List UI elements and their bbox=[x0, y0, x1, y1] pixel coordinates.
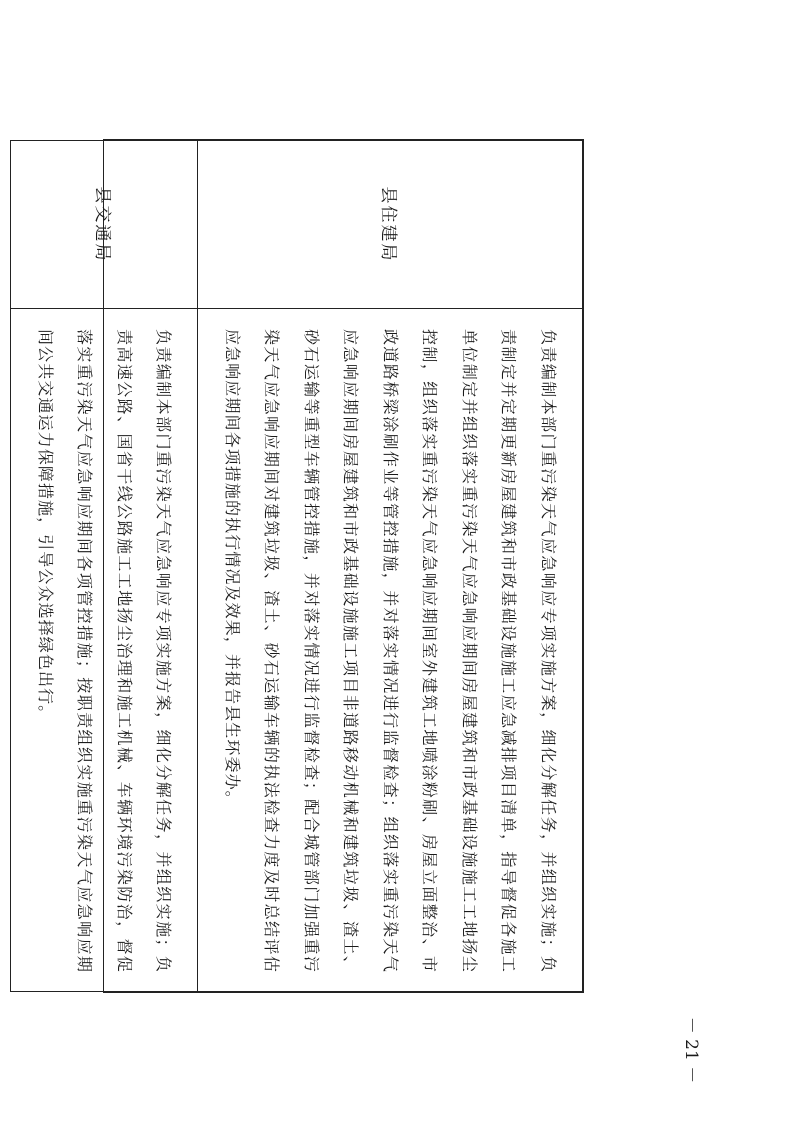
responsibility-table bbox=[36, 139, 584, 993]
table-row bbox=[11, 141, 198, 992]
page-number: － 21 － bbox=[681, 1016, 701, 1084]
duties-cell: 负责编制本部门重污染天气应急响应专项实施方案，细化分解任务，并组织实施；负责高速公路、国省干线公路施工工地扬尘治理和施工机械、车辆环境污染防治，督促落实重污染天气应急响应期间各项管控措施；按职责组织实施重污染天气应急响应期间公共交通运力保障措施，引导公众选择绿色出行。 bbox=[11, 309, 198, 992]
table-rotator bbox=[36, 140, 583, 992]
duties-table bbox=[11, 140, 584, 992]
duties-cell: 负责编制本部门重污染天气应急响应专项实施方案，细化分解任务，并组织实施；负责制定并定期更新房屋建筑和市政基础设施施工应急减排项目清单，指导督促各施工单位制定并组织落实重污染天气应急响应期间房屋建筑和市政基础设施施工工地扬尘控制，组织落实重污染天气应急响应期间室外建筑工地喷涂粉刷、房屋立面整治、市政道路桥梁涂刷作业等管控措施，并对落实情况进行监督检查；组织落实重污染天气应急响应期间房屋建筑和市政基础设施施工项目非道路移动机械和建筑垃圾、渣土、砂石运输等重型车辆管控措施，并对落实情况进行监督检查；配合城管部门加强重污染天气应急响应期间对建筑垃圾、渣土、砂石运输车辆的执法检查力度及时总结评估应急响应期间各项措施的执行情况及效果，并报告县生环委办。 bbox=[198, 309, 583, 992]
department-cell: 县交通局 bbox=[11, 141, 198, 309]
table-row bbox=[198, 141, 583, 992]
department-cell: 县住建局 bbox=[198, 141, 583, 309]
